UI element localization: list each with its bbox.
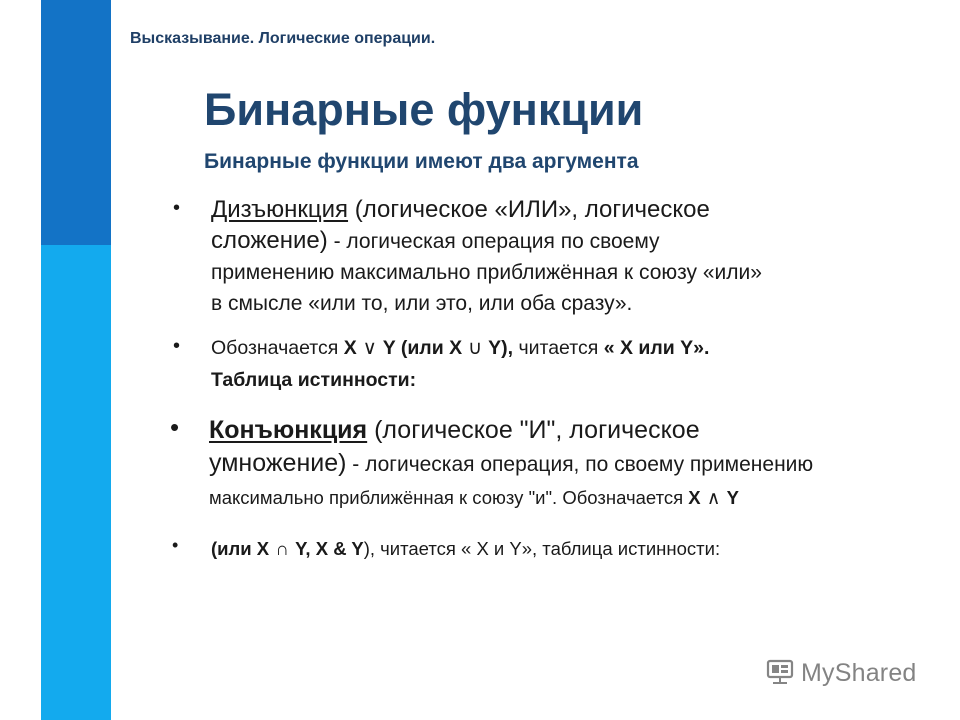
notation-y-alt: Y (или X: [382, 337, 463, 359]
disjunction-line-1: (логическое «ИЛИ», логическое: [348, 196, 710, 223]
disjunction-line-2b: - логическая операция по своему: [327, 230, 660, 253]
disjunction-term: Дизъюнкция: [211, 196, 349, 223]
disjunction-notation: [211, 332, 941, 396]
or-symbol: ∨: [362, 337, 377, 359]
conjunction-term: Конъюнкция: [209, 416, 368, 444]
conjunction-line-3: максимально приближённая к союзу "и". Обозначается: [209, 487, 689, 508]
notation2-bold: Y, X & Y: [295, 538, 364, 559]
bullet-conjunction: •: [170, 412, 180, 442]
notation-prefix: Обозначается: [211, 337, 344, 359]
notation-x: X: [343, 337, 357, 359]
disjunction-line-4: в смысле «или то, или это, или оба сразу».: [211, 292, 633, 315]
bullet-conjunction-notation: •: [172, 535, 179, 555]
truth-table-label: Таблица истинности:: [211, 369, 417, 391]
conjunction-line-2a: умножение): [209, 449, 347, 477]
and-symbol: ∧: [706, 487, 721, 508]
slide-header: Высказывание. Логические операции.: [130, 30, 436, 47]
accent-bar-dark: [41, 0, 111, 245]
accent-bar-light: [41, 245, 111, 720]
disjunction-line-3: применению максимально приближённая к союзу «или»: [211, 261, 762, 284]
myshared-logo-text: MyShared: [801, 658, 917, 687]
conjunction-x: X: [688, 487, 701, 508]
disjunction-line-2a: сложение): [211, 227, 328, 254]
bullet-disjunction-notation: •: [173, 335, 181, 357]
disjunction-paragraph: [211, 194, 941, 319]
conjunction-paragraph: [209, 414, 939, 514]
notation-reads: читается: [513, 337, 604, 359]
conjunction-notation: [211, 532, 941, 565]
conjunction-y: Y: [726, 487, 739, 508]
slide-subtitle: Бинарные функции имеют два аргумента: [204, 150, 639, 173]
notation-y-close: Y),: [488, 337, 514, 359]
conjunction-line-1: (логическое "И", логическое: [367, 416, 700, 444]
myshared-logo-icon: [765, 656, 795, 691]
slide-title: Бинарные функции: [204, 84, 644, 135]
conjunction-line-2b: - логическая операция, по своему применению: [346, 453, 814, 476]
notation-reading: « X или Y».: [603, 337, 710, 359]
union-symbol: ∪: [467, 337, 483, 359]
notation2-open: (или X: [211, 538, 270, 559]
bullet-disjunction: •: [173, 197, 181, 219]
notation2-rest: ), читается « X и Y», таблица истинности:: [363, 538, 721, 559]
intersection-symbol: ∩: [275, 538, 289, 559]
myshared-logo[interactable]: [765, 655, 917, 691]
